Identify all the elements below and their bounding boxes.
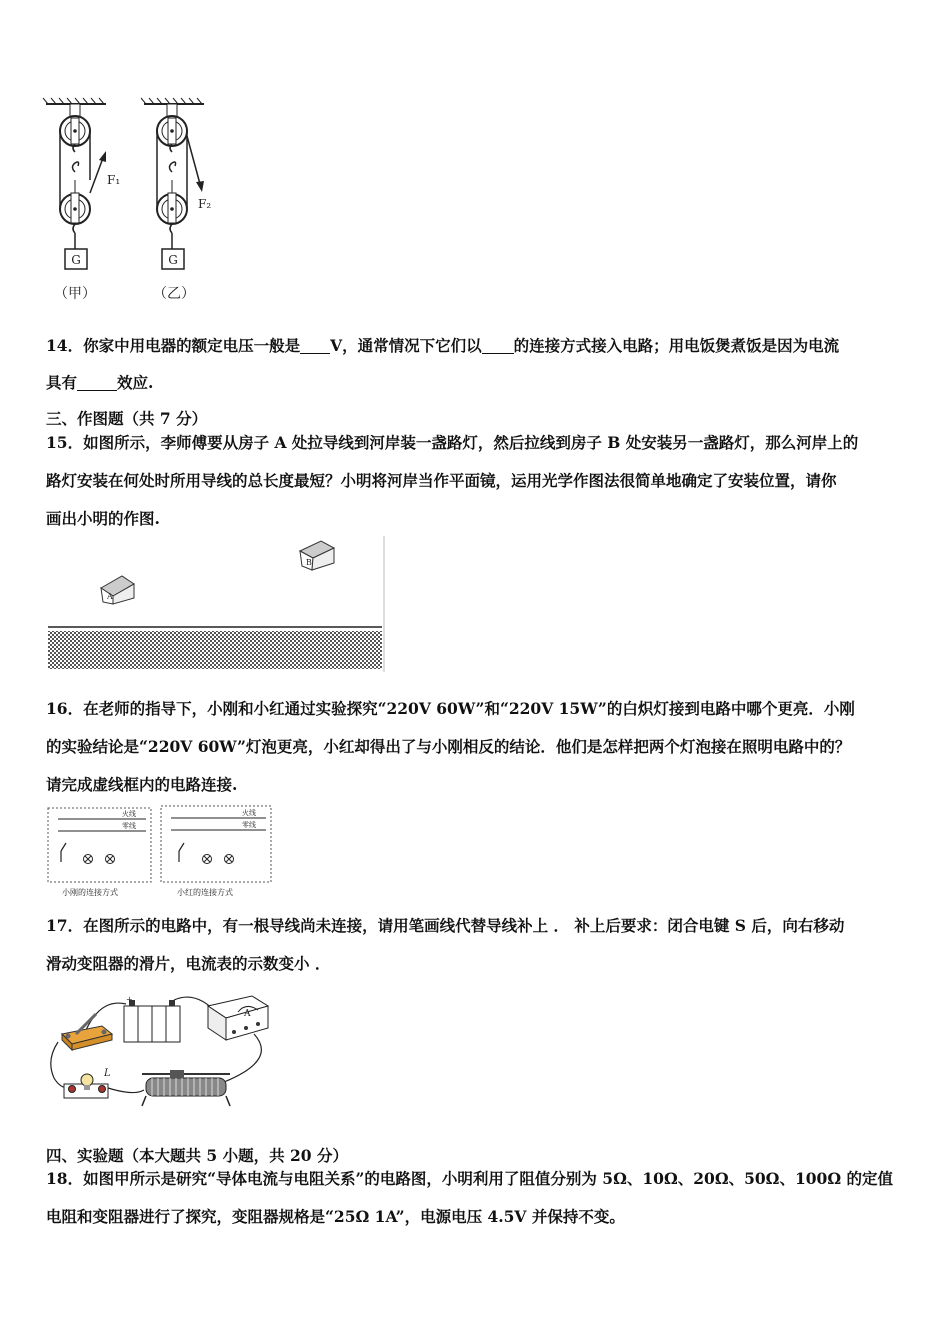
- riverbank-diagram: [46, 536, 388, 672]
- xiaogang-box: [48, 808, 151, 882]
- xg-live-label: 火线: [122, 810, 136, 818]
- lighting-circuit-diagram: [46, 804, 274, 900]
- house-a: [101, 576, 134, 604]
- force-f1-arrow: [90, 151, 106, 193]
- house-b-label: B: [306, 558, 312, 567]
- caption-xiaogang: 小刚的连接方式: [62, 888, 118, 897]
- ammeter: [208, 996, 268, 1040]
- weight-right-label: G: [168, 253, 178, 267]
- lamp: [64, 1068, 111, 1098]
- q14-text-e: 效应.: [117, 373, 154, 392]
- pulley-figure: [40, 96, 230, 310]
- xh-bulb-1: [203, 855, 212, 864]
- lamp-label: L: [104, 1068, 111, 1079]
- xh-live-label: 火线: [242, 809, 256, 817]
- lighting-circuit-figure: [46, 804, 274, 900]
- ammeter-label: A: [244, 1009, 251, 1019]
- q15-line-1: 15．如图所示，李师傅要从房子 A 处拉导线到河岸装一盏路灯，然后拉线到房子 B 处安装另一盏路灯，那么河岸上的: [46, 433, 859, 452]
- label-yi: （乙）: [153, 286, 195, 302]
- q16-line-3: 请完成虚线框内的电路连接.: [46, 775, 238, 794]
- movable-pulley-left: [60, 162, 90, 249]
- q15-line-2: 路灯安装在何处时所用导线的总长度最短？小明将河岸当作平面镜，运用光学作图法很简单地确定了安装位置，请你: [46, 471, 837, 490]
- xh-neutral-label: 零线: [242, 821, 256, 829]
- rheostat-circuit-diagram: [46, 990, 276, 1112]
- ceiling-right: [141, 98, 204, 104]
- q14-line-1: [46, 327, 839, 365]
- xg-bulb-2: [106, 855, 115, 864]
- xiaohong-box: [161, 806, 271, 882]
- river-water: [48, 631, 382, 669]
- rheostat[interactable]: [142, 1070, 230, 1106]
- force-f2-label: F₂: [198, 197, 212, 211]
- q17-line-2: 滑动变阻器的滑片，电流表的示数变小 ．: [46, 954, 331, 973]
- q15-line-3: 画出小明的作图.: [46, 509, 160, 528]
- movable-pulley-right: [157, 162, 187, 249]
- q14-blank-3[interactable]: [77, 372, 117, 391]
- ceiling-left: [43, 98, 106, 104]
- riverbank-figure: [46, 536, 388, 672]
- xg-bulb-1: [84, 855, 93, 864]
- xg-neutral-label: 零线: [122, 822, 136, 830]
- section-4-title: 四、实验题（本大题共 5 小题，共 20 分）: [46, 1146, 348, 1165]
- switch: [62, 1014, 112, 1050]
- force-f2-arrow: [187, 136, 204, 192]
- battery: [124, 995, 180, 1042]
- q14-blank-1[interactable]: [300, 335, 330, 354]
- svg-text:+: +: [126, 995, 133, 1004]
- q14-text-c: 的连接方式接入电路；用电饭煲煮饭是因为电流: [513, 336, 840, 355]
- q14-text-d: 具有: [46, 373, 78, 392]
- q14-text-b: V，通常情况下它们以: [330, 336, 482, 355]
- caption-xiaohong: 小红的连接方式: [177, 888, 233, 897]
- q16-line-1: 16．在老师的指导下，小刚和小红通过实验探究“220V 60W”和“220V 15W”的白炽灯接到电路中哪个更亮．小刚: [46, 699, 855, 718]
- house-a-label: A: [107, 592, 113, 601]
- weight-left-label: G: [71, 253, 81, 267]
- fixed-pulley-left: [60, 104, 90, 152]
- q14-line-2: [46, 364, 153, 402]
- pulley-diagram: [40, 96, 230, 310]
- q14-blank-2[interactable]: [482, 335, 514, 354]
- rheostat-slider[interactable]: [170, 1070, 184, 1078]
- q17-line-1: 17．在图所示的电路中，有一根导线尚未连接，请用笔画线代替导线补上 ． 补上后要求：闭合电键 S 后，向右移动: [46, 916, 845, 935]
- fixed-pulley-right: [157, 104, 187, 152]
- house-b: [300, 541, 334, 570]
- q14-text-a: 14．你家中用电器的额定电压一般是: [46, 336, 301, 355]
- section-3-title: 三、作图题（共 7 分）: [46, 409, 208, 428]
- q18-line-2: 电阻和变阻器进行了探究，变阻器规格是“25Ω 1A”，电源电压 4.5V 并保持不变。: [46, 1207, 625, 1226]
- rheostat-circuit-figure: [46, 990, 276, 1112]
- label-jia: （甲）: [54, 286, 96, 302]
- force-f1-label: F₁: [107, 173, 121, 187]
- q16-line-2: 的实验结论是“220V 60W”灯泡更亮，小红却得出了与小刚相反的结论．他们是怎样把两个灯泡接在照明电路中的？: [46, 737, 851, 756]
- xh-bulb-2: [225, 855, 234, 864]
- q18-line-1: 18．如图甲所示是研究“导体电流与电阻关系”的电路图，小明利用了阻值分别为 5Ω、10Ω、20Ω、50Ω、100Ω 的定值: [46, 1169, 894, 1188]
